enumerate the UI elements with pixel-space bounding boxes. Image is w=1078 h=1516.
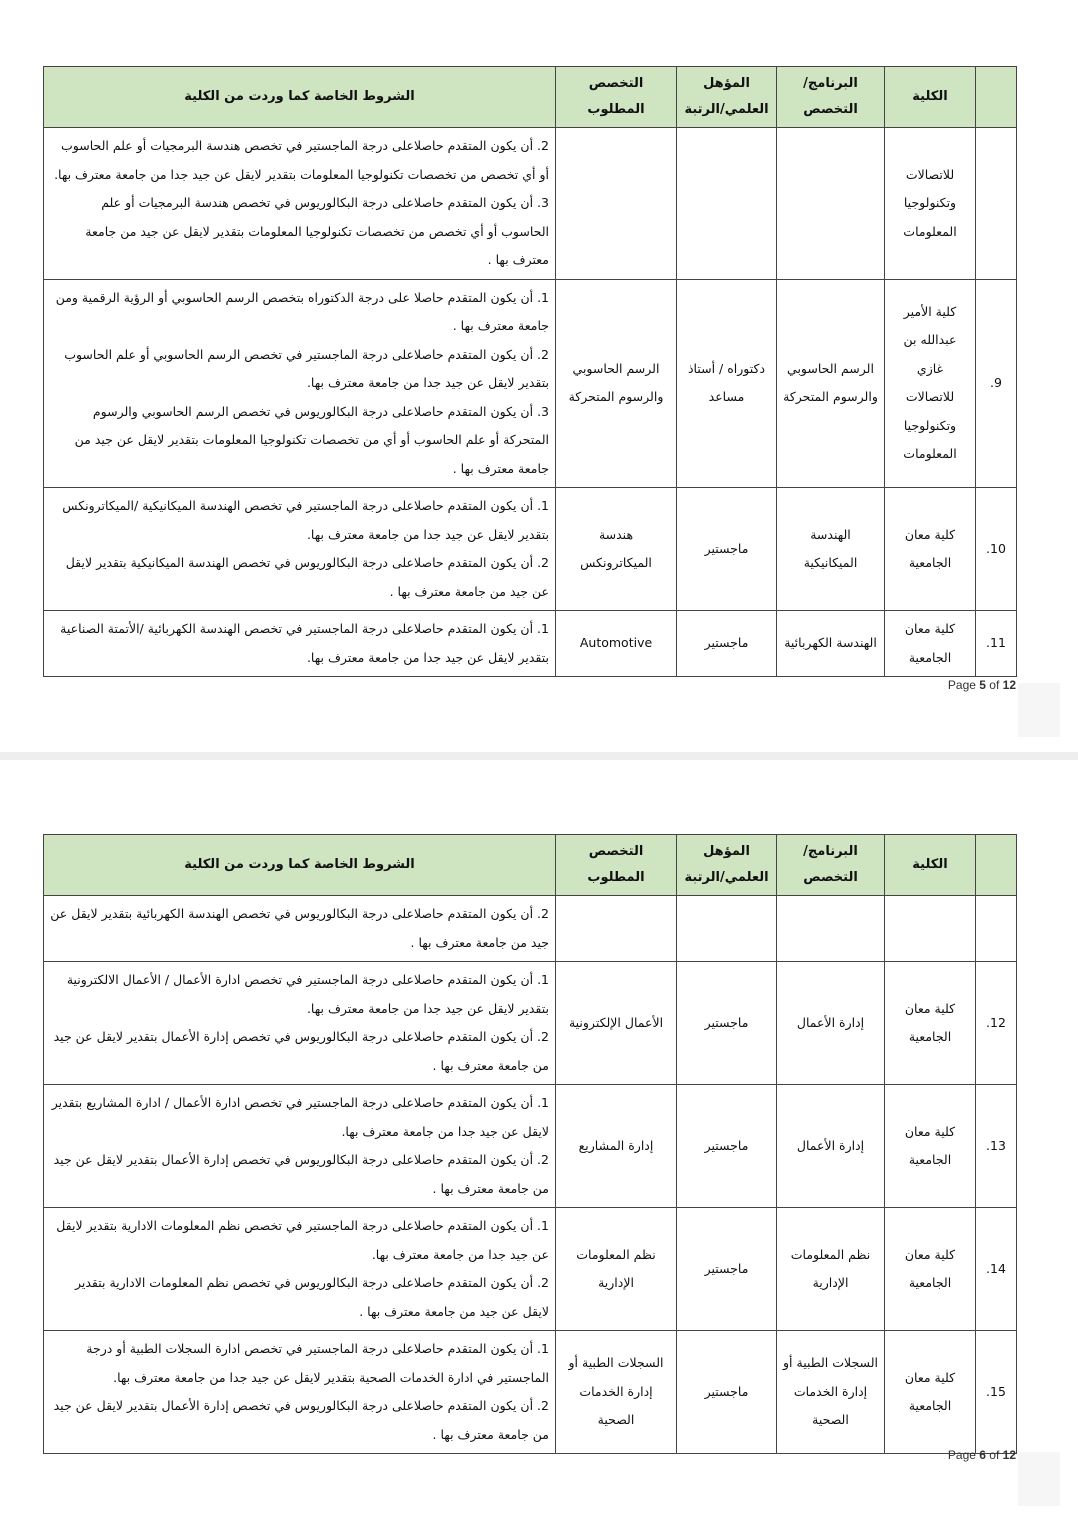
row-number: 9. <box>976 279 1017 488</box>
row-number <box>976 128 1017 280</box>
row-number <box>976 896 1017 962</box>
table-row <box>44 1208 1017 1331</box>
program-cell: إدارة الأعمال <box>777 962 885 1085</box>
conditions-cell <box>44 611 556 677</box>
college-cell: كلية معان الجامعية <box>885 1208 976 1331</box>
condition-item: 2. أن يكون المتقدم حاصلاعلى درجة البكالوريوس في تخصص إدارة الأعمال بتقدير لايقل عن جيد من جامعة معترف بها . <box>53 1029 549 1073</box>
condition-item: 2. أن يكون المتقدم حاصلاعلى درجة البكالوريوس في تخصص إدارة الأعمال بتقدير لايقل عن جيد من جامعة معترف بها . <box>53 1398 549 1442</box>
program-cell: السجلات الطبية أو إدارة الخدمات الصحية <box>777 1331 885 1454</box>
conditions-cell <box>44 1085 556 1208</box>
college-cell: كلية معان الجامعية <box>885 488 976 611</box>
condition-item: 2. أن يكون المتقدم حاصلاعلى درجة البكالوريوس في تخصص الهندسة الكهربائية بتقدير لايقل عن جيد من جامعة معترف بها . <box>50 906 549 950</box>
requirements-table-page-6 <box>43 834 1017 1454</box>
qualification-cell: ماجستير <box>677 1085 777 1208</box>
table-row <box>44 128 1017 280</box>
header-college: الكلية <box>885 67 976 128</box>
condition-item: 3. أن يكون المتقدم حاصلاعلى درجة البكالوريوس في تخصص الرسم الحاسوبي والرسوم المتحركة أو علم الحاسوب أو أي من تخصصات تكنولوجيا المعلومات بتقدير لايقل عن جيد من جامعة معترف بها . <box>74 403 549 476</box>
program-cell: الرسم الحاسوبي والرسوم المتحركة <box>777 279 885 488</box>
specialty-cell <box>556 896 677 962</box>
specialty-cell: نظم المعلومات الإدارية <box>556 1208 677 1331</box>
condition-item: 1. أن يكون المتقدم حاصلاعلى درجة الماجستير في تخصص ادارة الأعمال / الأعمال الالكترونية بتقدير لايقل عن جيد جدا من جامعة معترف بها. <box>66 972 549 1016</box>
table-row <box>44 1085 1017 1208</box>
header-conditions: الشروط الخاصة كما وردت من الكلية <box>44 835 556 896</box>
condition-item: 2. أن يكون المتقدم حاصلاعلى درجة البكالوريوس في تخصص إدارة الأعمال بتقدير لايقل عن جيد من جامعة معترف بها . <box>53 1152 549 1196</box>
conditions-cell <box>44 128 556 280</box>
table-row <box>44 279 1017 488</box>
table-header-row <box>44 67 1017 128</box>
condition-item: 1. أن يكون المتقدم حاصلاعلى درجة الماجستير في تخصص ادارة الأعمال / ادارة المشاريع بتقدير لايقل عن جيد جدا من جامعة معترف بها. <box>51 1095 549 1139</box>
header-qualification: المؤهل العلمي/الرتبة <box>677 67 777 128</box>
condition-item: 2. أن يكون المتقدم حاصلاعلى درجة البكالوريوس في تخصص الهندسة الميكانيكية بتقدير لايقل عن جيد من جامعة معترف بها . <box>65 555 549 599</box>
qualification-cell <box>677 896 777 962</box>
qualification-cell: ماجستير <box>677 1208 777 1331</box>
specialty-cell: السجلات الطبية أو إدارة الخدمات الصحية <box>556 1331 677 1454</box>
conditions-cell <box>44 896 556 962</box>
program-cell: إدارة الأعمال <box>777 1085 885 1208</box>
condition-item: 2. أن يكون المتقدم حاصلاعلى درجة الماجستير في تخصص هندسة البرمجيات أو علم الحاسوب أو أي تخصص من تخصصات تكنولوجيا المعلومات بتقدير لايقل عن جيد جدا من جامعة معترف بها. <box>54 138 549 182</box>
college-cell: للاتصالات وتكنولوجيا المعلومات <box>885 128 976 280</box>
table-row <box>44 1331 1017 1454</box>
table-row <box>44 488 1017 611</box>
program-cell: الهندسة الميكانيكية <box>777 488 885 611</box>
header-college: الكلية <box>885 835 976 896</box>
college-cell: كلية معان الجامعية <box>885 611 976 677</box>
condition-item: 1. أن يكون المتقدم حاصلاعلى درجة الماجستير في تخصص ادارة السجلات الطبية أو درجة الماجستير في ادارة الخدمات الصحية بتقدير لايقل عن جيد جدا من جامعة معترف بها. <box>86 1341 549 1385</box>
condition-item: 1. أن يكون المتقدم حاصلاعلى درجة الماجستير في تخصص نظم المعلومات الادارية بتقدير لايقل عن جيد جدا من جامعة معترف بها. <box>56 1218 549 1262</box>
qualification-cell: ماجستير <box>677 1331 777 1454</box>
table-header-row <box>44 835 1017 896</box>
page-corner-mark <box>1018 683 1060 737</box>
specialty-cell: إدارة المشاريع <box>556 1085 677 1208</box>
row-number: 15. <box>976 1331 1017 1454</box>
condition-item: 3. أن يكون المتقدم حاصلاعلى درجة البكالوريوس في تخصص هندسة البرمجيات أو علم الحاسوب أو أي تخصص من تخصصات تكنولوجيا المعلومات بتقدير لايقل عن جيد من جامعة معترف بها . <box>85 195 549 267</box>
header-specialty: التخصص المطلوب <box>556 835 677 896</box>
row-number: 10. <box>976 488 1017 611</box>
college-cell <box>885 896 976 962</box>
page-footer: Page 5 of 12 <box>947 678 1016 692</box>
college-cell: كلية الأمير عبدالله بن غازي للاتصالات وتكنولوجيا المعلومات <box>885 279 976 488</box>
qualification-cell: دكتوراه / أستاذ مساعد <box>677 279 777 488</box>
conditions-cell <box>44 1331 556 1454</box>
header-qualification: المؤهل العلمي/الرتبة <box>677 835 777 896</box>
conditions-cell <box>44 1208 556 1331</box>
requirements-table-page-5 <box>43 66 1017 677</box>
condition-item: 2. أن يكون المتقدم حاصلاعلى درجة الماجستير في تخصص الرسم الحاسوبي أو علم الحاسوب بتقدير لايقل عن جيد جدا من جامعة معترف بها. <box>64 346 549 390</box>
header-conditions: الشروط الخاصة كما وردت من الكلية <box>44 67 556 128</box>
conditions-cell <box>44 279 556 488</box>
table-row <box>44 962 1017 1085</box>
qualification-cell <box>677 128 777 280</box>
condition-item: 1. أن يكون المتقدم حاصلاعلى درجة الماجستير في تخصص الهندسة الميكانيكية /الميكاترونكس بتقدير لايقل عن جيد جدا من جامعة معترف بها. <box>62 498 549 542</box>
document-page-6 <box>0 760 1078 1516</box>
college-cell: كلية معان الجامعية <box>885 962 976 1085</box>
header-program: البرنامج/ التخصص <box>777 835 885 896</box>
header-number <box>976 835 1017 896</box>
qualification-cell: ماجستير <box>677 962 777 1085</box>
qualification-cell: ماجستير <box>677 488 777 611</box>
conditions-cell <box>44 488 556 611</box>
program-cell: الهندسة الكهربائية <box>777 611 885 677</box>
program-cell <box>777 896 885 962</box>
header-number <box>976 67 1017 128</box>
page-separator <box>0 752 1078 760</box>
table-row <box>44 611 1017 677</box>
specialty-cell: هندسة الميكاترونكس <box>556 488 677 611</box>
condition-item: 2. أن يكون المتقدم حاصلاعلى درجة البكالوريوس في تخصص نظم المعلومات الادارية بتقدير لايقل عن جيد من جامعة معترف بها . <box>74 1275 549 1319</box>
condition-item: 1. أن يكون المتقدم حاصلاعلى درجة الماجستير في تخصص الهندسة الكهربائية /الأتمتة الصناعية بتقدير لايقل عن جيد جدا من جامعة معترف بها. <box>60 621 549 665</box>
specialty-cell: Automotive <box>556 611 677 677</box>
college-cell: كلية معان الجامعية <box>885 1331 976 1454</box>
table-row <box>44 896 1017 962</box>
row-number: 13. <box>976 1085 1017 1208</box>
header-program: البرنامج/ التخصص <box>777 67 885 128</box>
qualification-cell: ماجستير <box>677 611 777 677</box>
specialty-cell: الرسم الحاسوبي والرسوم المتحركة <box>556 279 677 488</box>
page-footer: Page 6 of 12 <box>947 1448 1016 1462</box>
row-number: 14. <box>976 1208 1017 1331</box>
specialty-cell <box>556 128 677 280</box>
document-page-5 <box>0 0 1078 752</box>
condition-item: 1. أن يكون المتقدم حاصلا على درجة الدكتوراه بتخصص الرسم الحاسوبي أو الرؤية الرقمية ومن جامعة معترف بها . <box>55 289 549 333</box>
page-corner-mark <box>1018 1452 1060 1506</box>
program-cell: نظم المعلومات الإدارية <box>777 1208 885 1331</box>
header-specialty: التخصص المطلوب <box>556 67 677 128</box>
row-number: 12. <box>976 962 1017 1085</box>
college-cell: كلية معان الجامعية <box>885 1085 976 1208</box>
row-number: 11. <box>976 611 1017 677</box>
conditions-cell <box>44 962 556 1085</box>
program-cell <box>777 128 885 280</box>
specialty-cell: الأعمال الإلكترونية <box>556 962 677 1085</box>
